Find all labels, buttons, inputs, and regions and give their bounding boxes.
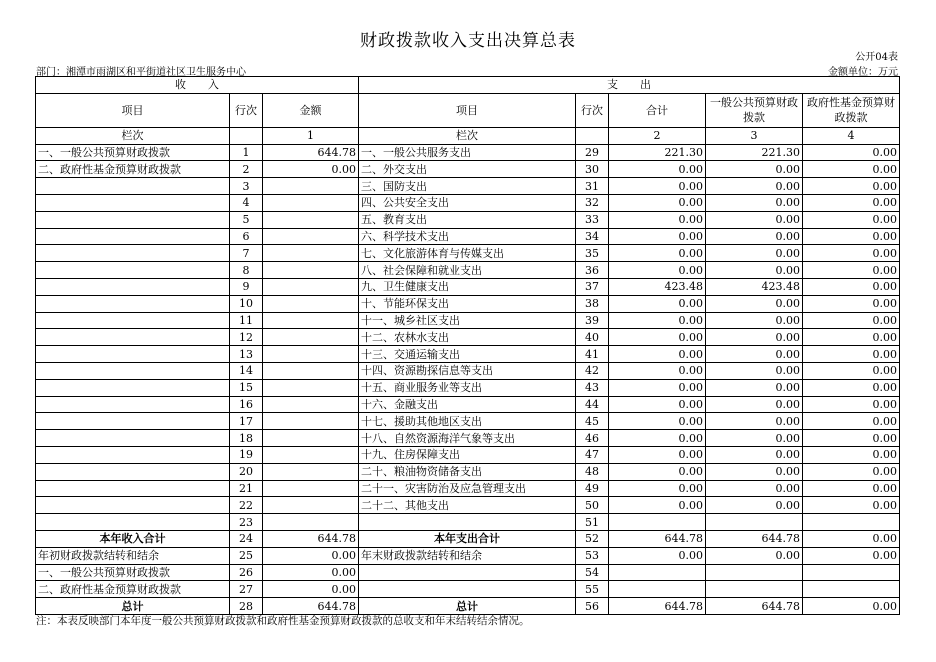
expense-total (609, 581, 706, 598)
income-item: 年初财政拨款结转和结余 (36, 547, 230, 564)
expense-item (359, 581, 576, 598)
expense-item: 十、节能环保支出 (359, 295, 576, 312)
income-row-number: 2 (230, 161, 263, 178)
income-amount: 644.78 (263, 598, 359, 615)
expense-row-number: 32 (576, 194, 609, 211)
income-item (36, 295, 230, 312)
expense-government-fund: 0.00 (803, 463, 900, 480)
expense-government-fund: 0.00 (803, 446, 900, 463)
expense-row-number: 33 (576, 211, 609, 228)
expense-item: 十五、商业服务业等支出 (359, 379, 576, 396)
expense-total: 0.00 (609, 178, 706, 195)
income-row-number: 20 (230, 463, 263, 480)
table-row (36, 413, 900, 430)
table-row (36, 446, 900, 463)
expense-item: 六、科学技术支出 (359, 228, 576, 245)
income-item (36, 329, 230, 346)
expense-row-number: 39 (576, 312, 609, 329)
expense-total: 0.00 (609, 430, 706, 447)
expense-row-number: 34 (576, 228, 609, 245)
income-item: 总计 (36, 598, 230, 615)
expense-general-budget: 0.00 (706, 480, 803, 497)
expense-item: 五、教育支出 (359, 211, 576, 228)
income-row-number: 18 (230, 430, 263, 447)
table-row (36, 497, 900, 514)
income-item (36, 194, 230, 211)
income-item (36, 497, 230, 514)
expense-item: 十八、自然资源海洋气象等支出 (359, 430, 576, 447)
expense-total (609, 564, 706, 581)
income-row-number: 19 (230, 446, 263, 463)
expense-row-number: 43 (576, 379, 609, 396)
income-item: 一、一般公共预算财政拨款 (36, 144, 230, 161)
income-amount (263, 329, 359, 346)
table-row (36, 598, 900, 615)
expense-government-fund: 0.00 (803, 379, 900, 396)
income-row-number: 14 (230, 362, 263, 379)
income-item (36, 463, 230, 480)
column-index-income-item: 栏次 (36, 127, 230, 144)
column-index-1: 1 (263, 127, 359, 144)
table-row (36, 547, 900, 564)
income-row-number: 23 (230, 514, 263, 531)
income-row-number: 6 (230, 228, 263, 245)
table-row (36, 480, 900, 497)
income-amount (263, 228, 359, 245)
table-row (36, 278, 900, 295)
table-row (36, 346, 900, 363)
expense-row-number: 51 (576, 514, 609, 531)
expense-total: 0.00 (609, 362, 706, 379)
expense-total: 0.00 (609, 547, 706, 564)
expense-government-fund: 0.00 (803, 262, 900, 279)
expense-government-fund: 0.00 (803, 530, 900, 547)
table-row (36, 295, 900, 312)
expense-general-budget: 0.00 (706, 497, 803, 514)
expense-general-budget: 0.00 (706, 161, 803, 178)
income-row-number: 11 (230, 312, 263, 329)
income-amount: 644.78 (263, 530, 359, 547)
expense-total: 0.00 (609, 379, 706, 396)
income-amount: 0.00 (263, 547, 359, 564)
expense-government-fund: 0.00 (803, 295, 900, 312)
expense-item: 本年支出合计 (359, 530, 576, 547)
income-item (36, 430, 230, 447)
expense-general-budget: 0.00 (706, 446, 803, 463)
income-amount (263, 178, 359, 195)
expense-total: 0.00 (609, 446, 706, 463)
expense-general-budget: 0.00 (706, 245, 803, 262)
expense-general-budget: 0.00 (706, 379, 803, 396)
expense-government-fund (803, 564, 900, 581)
expense-total: 0.00 (609, 194, 706, 211)
expense-government-fund: 0.00 (803, 312, 900, 329)
expense-total: 0.00 (609, 396, 706, 413)
income-amount (263, 514, 359, 531)
income-amount (263, 497, 359, 514)
expense-item: 十一、城乡社区支出 (359, 312, 576, 329)
expense-government-fund: 0.00 (803, 245, 900, 262)
expense-item: 一、一般公共服务支出 (359, 144, 576, 161)
income-row-number: 4 (230, 194, 263, 211)
expense-item: 十四、资源勘探信息等支出 (359, 362, 576, 379)
table-row (36, 194, 900, 211)
expense-government-fund: 0.00 (803, 598, 900, 615)
income-item (36, 514, 230, 531)
income-row-number: 17 (230, 413, 263, 430)
expense-general-budget: 0.00 (706, 463, 803, 480)
expense-item: 四、公共安全支出 (359, 194, 576, 211)
expense-item: 二十、粮油物资储备支出 (359, 463, 576, 480)
expense-row-number: 29 (576, 144, 609, 161)
expense-government-fund (803, 581, 900, 598)
table-row (36, 161, 900, 178)
table-row (36, 564, 900, 581)
expense-total: 0.00 (609, 211, 706, 228)
expense-item: 十六、金融支出 (359, 396, 576, 413)
expense-government-fund: 0.00 (803, 211, 900, 228)
income-item (36, 228, 230, 245)
expense-general-budget (706, 514, 803, 531)
income-item (36, 178, 230, 195)
expense-total: 0.00 (609, 346, 706, 363)
income-row-number: 16 (230, 396, 263, 413)
expense-general-budget: 0.00 (706, 329, 803, 346)
expense-general-budget (706, 581, 803, 598)
expense-item: 七、文化旅游体育与传媒支出 (359, 245, 576, 262)
expense-row-number: 56 (576, 598, 609, 615)
expense-government-fund: 0.00 (803, 362, 900, 379)
table-row (36, 312, 900, 329)
income-amount (263, 362, 359, 379)
income-row-number: 28 (230, 598, 263, 615)
expense-total: 0.00 (609, 262, 706, 279)
expense-total: 0.00 (609, 463, 706, 480)
expense-row-number: 49 (576, 480, 609, 497)
col-header-income-amount: 金额 (263, 93, 359, 127)
income-item (36, 379, 230, 396)
expense-total: 0.00 (609, 329, 706, 346)
expense-row-number: 35 (576, 245, 609, 262)
expense-row-number: 40 (576, 329, 609, 346)
expense-general-budget: 644.78 (706, 530, 803, 547)
income-amount: 644.78 (263, 144, 359, 161)
table-row (36, 245, 900, 262)
expense-total: 644.78 (609, 598, 706, 615)
expense-general-budget: 0.00 (706, 295, 803, 312)
income-row-number: 12 (230, 329, 263, 346)
expense-row-number: 55 (576, 581, 609, 598)
expense-general-budget: 0.00 (706, 228, 803, 245)
income-amount (263, 480, 359, 497)
expense-total: 644.78 (609, 530, 706, 547)
income-row-number: 22 (230, 497, 263, 514)
expense-item: 十三、交通运输支出 (359, 346, 576, 363)
income-item (36, 362, 230, 379)
expense-item: 总计 (359, 598, 576, 615)
expense-general-budget: 0.00 (706, 194, 803, 211)
expense-government-fund: 0.00 (803, 228, 900, 245)
expense-row-number: 53 (576, 547, 609, 564)
expense-item: 年末财政拨款结转和结余 (359, 547, 576, 564)
table-row (36, 262, 900, 279)
expense-section-header: 支 出 (359, 77, 900, 94)
income-amount (263, 295, 359, 312)
income-row-number: 24 (230, 530, 263, 547)
expense-item: 二、外交支出 (359, 161, 576, 178)
table-row (36, 178, 900, 195)
income-amount (263, 446, 359, 463)
expense-row-number: 46 (576, 430, 609, 447)
income-amount (263, 430, 359, 447)
expense-row-number: 31 (576, 178, 609, 195)
income-item: 本年收入合计 (36, 530, 230, 547)
expense-row-number: 36 (576, 262, 609, 279)
income-section-header: 收 入 (36, 77, 359, 94)
expense-general-budget: 423.48 (706, 278, 803, 295)
expense-item: 二十二、其他支出 (359, 497, 576, 514)
expense-item: 十二、农林水支出 (359, 329, 576, 346)
income-row-number: 1 (230, 144, 263, 161)
expense-total: 423.48 (609, 278, 706, 295)
expense-general-budget: 0.00 (706, 262, 803, 279)
footnote: 注：本表反映部门本年度一般公共预算财政拨款和政府性基金预算财政拨款的总收支和年末结转结余情况。 (36, 615, 530, 627)
expense-general-budget: 0.00 (706, 413, 803, 430)
income-row-number: 13 (230, 346, 263, 363)
expense-total: 0.00 (609, 413, 706, 430)
expense-item: 九、卫生健康支出 (359, 278, 576, 295)
expense-row-number: 52 (576, 530, 609, 547)
expense-general-budget: 0.00 (706, 547, 803, 564)
income-amount (263, 312, 359, 329)
expense-total: 0.00 (609, 497, 706, 514)
income-item (36, 262, 230, 279)
expense-government-fund: 0.00 (803, 396, 900, 413)
expense-total (609, 514, 706, 531)
income-item (36, 480, 230, 497)
income-row-number: 3 (230, 178, 263, 195)
income-amount (263, 245, 359, 262)
expense-government-fund: 0.00 (803, 194, 900, 211)
income-row-number: 25 (230, 547, 263, 564)
column-index-2: 2 (609, 127, 706, 144)
income-amount: 0.00 (263, 161, 359, 178)
table-row (36, 211, 900, 228)
expense-row-number: 37 (576, 278, 609, 295)
unit-label: 金额单位：万元 (828, 67, 898, 78)
expense-total: 0.00 (609, 312, 706, 329)
expense-government-fund: 0.00 (803, 329, 900, 346)
expense-item: 十九、住房保障支出 (359, 446, 576, 463)
column-index-blank (230, 127, 263, 144)
col-header-income-item: 项目 (36, 93, 230, 127)
expense-total: 0.00 (609, 480, 706, 497)
col-header-expense-fund: 政府性基金预算财政拨款 (803, 93, 900, 127)
col-header-expense-general: 一般公共预算财政拨款 (706, 93, 803, 127)
income-item (36, 312, 230, 329)
income-amount (263, 413, 359, 430)
expense-general-budget: 0.00 (706, 312, 803, 329)
income-item (36, 245, 230, 262)
expense-total: 0.00 (609, 245, 706, 262)
expense-total: 0.00 (609, 295, 706, 312)
expense-general-budget: 0.00 (706, 430, 803, 447)
expense-general-budget: 221.30 (706, 144, 803, 161)
expense-total: 0.00 (609, 161, 706, 178)
income-row-number: 26 (230, 564, 263, 581)
department-label: 部门：湘潭市雨湖区和平街道社区卫生服务中心 (36, 67, 246, 78)
table-row (36, 228, 900, 245)
income-amount: 0.00 (263, 564, 359, 581)
expense-government-fund: 0.00 (803, 497, 900, 514)
income-amount (263, 379, 359, 396)
income-amount (263, 278, 359, 295)
income-amount (263, 211, 359, 228)
fiscal-summary-table (35, 76, 900, 615)
table-row (36, 530, 900, 547)
income-amount (263, 463, 359, 480)
form-number: 公开04表 (855, 52, 898, 63)
col-header-income-row: 行次 (230, 93, 263, 127)
expense-government-fund: 0.00 (803, 144, 900, 161)
col-header-expense-item: 项目 (359, 93, 576, 127)
income-amount (263, 396, 359, 413)
expense-item: 八、社会保障和就业支出 (359, 262, 576, 279)
income-row-number: 5 (230, 211, 263, 228)
expense-row-number: 50 (576, 497, 609, 514)
table-row (36, 430, 900, 447)
table-row (36, 329, 900, 346)
expense-general-budget: 0.00 (706, 396, 803, 413)
table-row (36, 379, 900, 396)
income-row-number: 9 (230, 278, 263, 295)
income-amount (263, 262, 359, 279)
expense-general-budget: 0.00 (706, 178, 803, 195)
income-item: 一、一般公共预算财政拨款 (36, 564, 230, 581)
expense-row-number: 42 (576, 362, 609, 379)
expense-government-fund: 0.00 (803, 178, 900, 195)
column-index-expense-item: 栏次 (359, 127, 576, 144)
table-row (36, 396, 900, 413)
expense-government-fund: 0.00 (803, 413, 900, 430)
table-row (36, 362, 900, 379)
column-index-blank (576, 127, 609, 144)
column-index-4: 4 (803, 127, 900, 144)
expense-government-fund: 0.00 (803, 480, 900, 497)
income-amount (263, 346, 359, 363)
expense-general-budget (706, 564, 803, 581)
income-amount: 0.00 (263, 581, 359, 598)
expense-row-number: 54 (576, 564, 609, 581)
income-row-number: 10 (230, 295, 263, 312)
expense-row-number: 45 (576, 413, 609, 430)
income-row-number: 27 (230, 581, 263, 598)
expense-item (359, 514, 576, 531)
expense-general-budget: 0.00 (706, 362, 803, 379)
column-index-3: 3 (706, 127, 803, 144)
income-item (36, 278, 230, 295)
table-row (36, 463, 900, 480)
income-row-number: 7 (230, 245, 263, 262)
report-title: 财政拨款收入支出决算总表 (360, 31, 576, 51)
expense-government-fund: 0.00 (803, 430, 900, 447)
expense-row-number: 48 (576, 463, 609, 480)
expense-government-fund: 0.00 (803, 278, 900, 295)
expense-item: 三、国防支出 (359, 178, 576, 195)
income-item (36, 346, 230, 363)
expense-government-fund: 0.00 (803, 346, 900, 363)
income-amount (263, 194, 359, 211)
table-row (36, 144, 900, 161)
income-row-number: 15 (230, 379, 263, 396)
income-item (36, 446, 230, 463)
income-item (36, 413, 230, 430)
expense-row-number: 41 (576, 346, 609, 363)
table-row (36, 581, 900, 598)
expense-total: 0.00 (609, 228, 706, 245)
income-row-number: 8 (230, 262, 263, 279)
income-row-number: 21 (230, 480, 263, 497)
expense-row-number: 38 (576, 295, 609, 312)
expense-item: 二十一、灾害防治及应急管理支出 (359, 480, 576, 497)
income-item: 二、政府性基金预算财政拨款 (36, 581, 230, 598)
expense-item: 十七、援助其他地区支出 (359, 413, 576, 430)
col-header-expense-row: 行次 (576, 93, 609, 127)
expense-row-number: 30 (576, 161, 609, 178)
income-item: 二、政府性基金预算财政拨款 (36, 161, 230, 178)
income-item (36, 211, 230, 228)
expense-item (359, 564, 576, 581)
table-row (36, 514, 900, 531)
income-item (36, 396, 230, 413)
expense-row-number: 47 (576, 446, 609, 463)
expense-row-number: 44 (576, 396, 609, 413)
expense-government-fund (803, 514, 900, 531)
expense-general-budget: 644.78 (706, 598, 803, 615)
expense-total: 221.30 (609, 144, 706, 161)
expense-government-fund: 0.00 (803, 547, 900, 564)
col-header-expense-total: 合计 (609, 93, 706, 127)
expense-general-budget: 0.00 (706, 346, 803, 363)
expense-government-fund: 0.00 (803, 161, 900, 178)
expense-general-budget: 0.00 (706, 211, 803, 228)
